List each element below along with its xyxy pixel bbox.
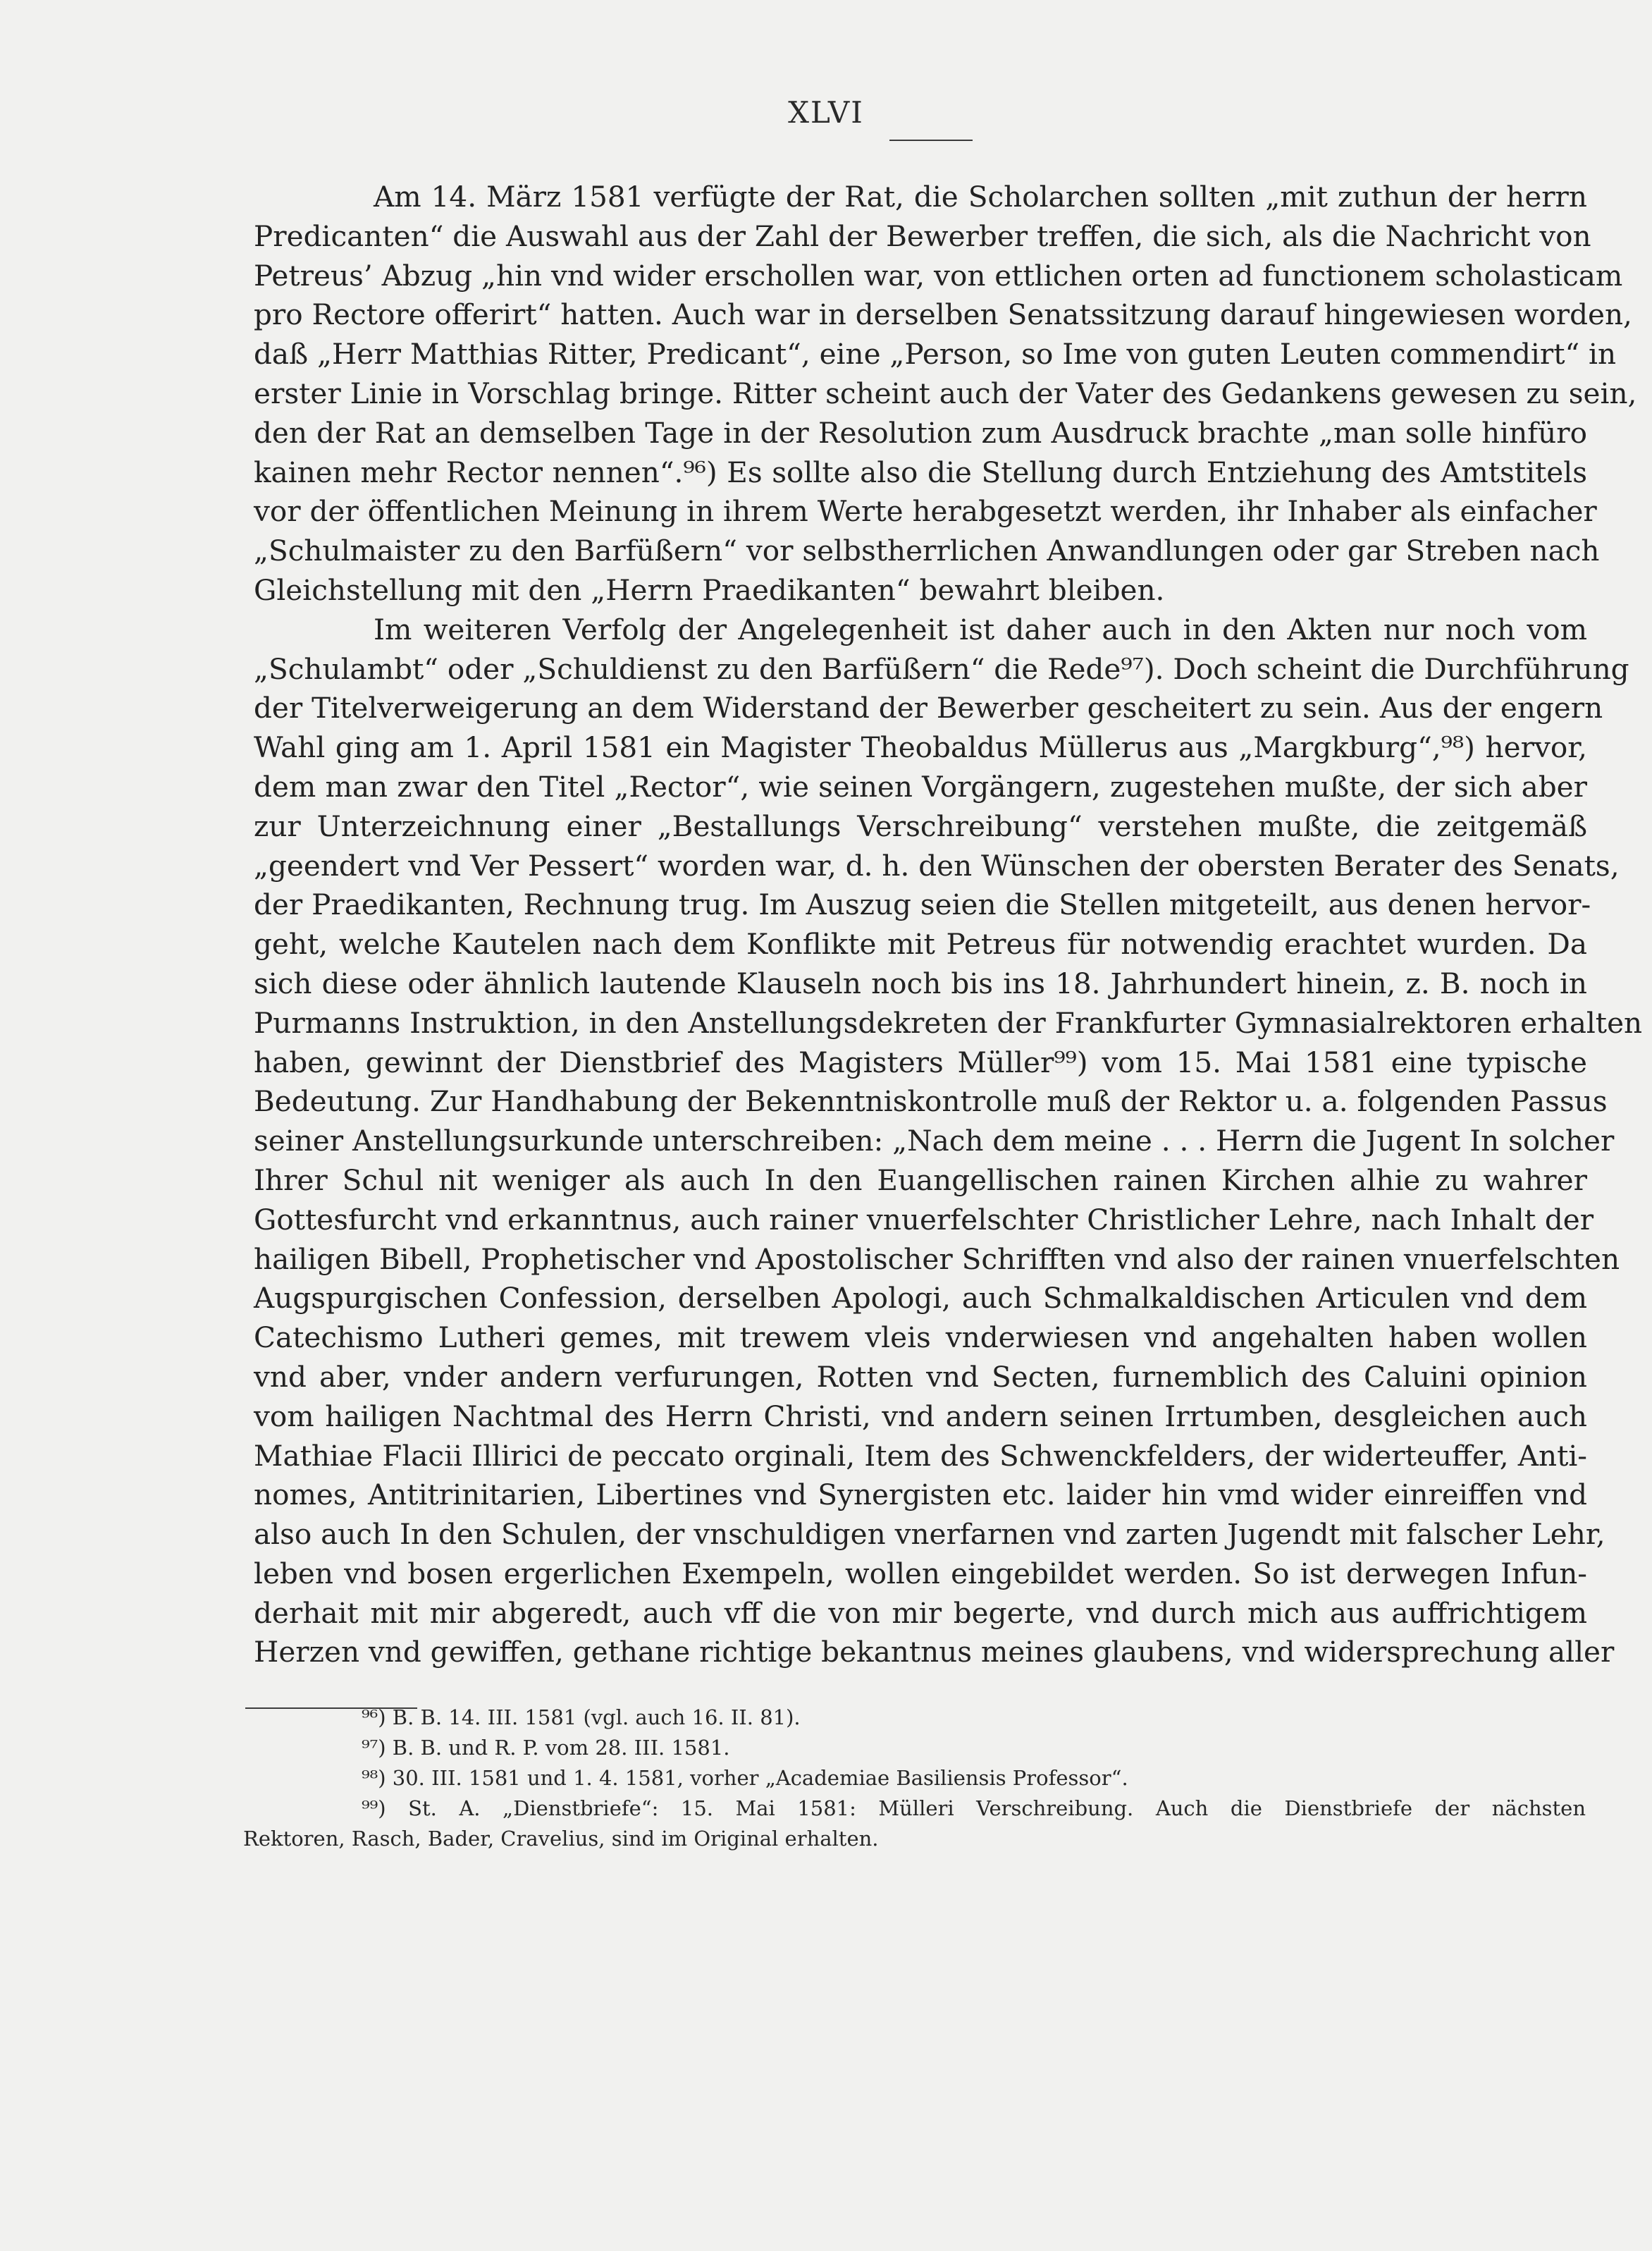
body-line: haben, gewinnt der Dienstbrief des Magisters Müller⁹⁹) vom 15. Mai 1581 eine typische — [254, 1045, 1587, 1079]
body-line: Predicanten“ die Auswahl aus der Zahl der Bewerber treffen, die sich, als die Nachricht von — [254, 219, 1591, 253]
body-line: Ihrer Schul nit weniger als auch In den Euangellischen rainen Kirchen alhie zu wahrer — [254, 1163, 1587, 1197]
body-line: vom hailigen Nachtmal des Herrn Christi, vnd andern seinen Irrtumben, desgleichen auch — [254, 1399, 1587, 1433]
body-line: Im weiteren Verfolg der Angelegenheit ist daher auch in den Akten nur noch vom — [374, 612, 1587, 646]
body-line: erster Linie in Vorschlag bringe. Ritter scheint auch der Vater des Gedankens gewesen zu sein, — [254, 376, 1637, 410]
body-line: Mathiae Flacii Illirici de peccato orginali, Item des Schwenckfelders, der widerteuffer, Anti- — [254, 1438, 1587, 1473]
body-line: Am 14. März 1581 verfügte der Rat, die Scholarchen sollten „mit zuthun der herrn — [374, 180, 1587, 214]
body-line: kainen mehr Rector nennen“.⁹⁶) Es sollte also die Stellung durch Entziehung des Amtstitels — [254, 455, 1587, 489]
page-number-underline — [889, 140, 973, 141]
body-line: Gottesfurcht vnd erkanntnus, auch rainer vnuerfelschter Christlicher Lehre, nach Inhalt der — [254, 1202, 1594, 1237]
body-line: Petreus’ Abzug „hin vnd wider erschollen war, von ettlichen orten ad functionem scholasticam — [254, 258, 1623, 293]
body-line: vnd aber, vnder andern verfurungen, Rotten vnd Secten, furnemblich des Caluini opinion — [254, 1359, 1587, 1394]
body-line: Catechismo Lutheri gemes, mit trewem vleis vnderwiesen vnd angehalten haben wollen — [254, 1320, 1587, 1355]
body-line: seiner Anstellungsurkunde unterschreiben: „Nach dem meine . . . Herrn die Jugent In solcher — [254, 1124, 1615, 1158]
footnote-97: ⁹⁷) B. B. und R. P. vom 28. III. 1581. — [362, 1736, 730, 1760]
body-line: daß „Herr Matthias Ritter, Predicant“, eine „Person, so Ime von guten Leuten commendirt“ in — [254, 337, 1617, 372]
body-line: Herzen vnd gewiffen, gethane richtige bekantnus meines glaubens, vnd widersprechung aller — [254, 1635, 1615, 1669]
footnote-98: ⁹⁸) 30. III. 1581 und 1. 4. 1581, vorher „Academiae Basiliensis Professor“. — [362, 1766, 1128, 1790]
body-line: Purmanns Instruktion, in den Anstellungsdekreten der Frankfurter Gymnasialrektoren erhalten — [254, 1005, 1643, 1040]
body-line: Gleichstellung mit den „Herrn Praedikanten“ bewahrt bleiben. — [254, 572, 1165, 607]
body-text — [254, 178, 1643, 1672]
footnote-99: ⁹⁹) St. A. „Dienstbriefe“: 15. Mai 1581: Mülleri Verschreibung. Auch die Dienstbriefe der nächsten — [362, 1796, 1586, 1820]
body-line: dem man zwar den Titel „Rector“, wie seinen Vorgängern, zugestehen mußte, der sich aber — [254, 769, 1587, 804]
body-line: Bedeutung. Zur Handhabung der Bekenntniskontrolle muß der Rektor u. a. folgenden Passus — [254, 1084, 1608, 1119]
body-line: Wahl ging am 1. April 1581 ein Magister Theobaldus Müllerus aus „Margkburg“,⁹⁸) hervor, — [254, 730, 1587, 765]
body-line: der Praedikanten, Rechnung trug. Im Auszug seien die Stellen mitgeteilt, aus denen hervor- — [254, 888, 1591, 922]
body-line: sich diese oder ähnlich lautende Klauseln noch bis ins 18. Jahrhundert hinein, z. B. noch in — [254, 966, 1587, 1000]
body-line: „Schulmaister zu den Barfüßern“ vor selbstherrlichen Anwandlungen oder gar Streben nach — [254, 534, 1600, 568]
body-line: pro Rectore offerirt“ hatten. Auch war in derselben Senatssitzung darauf hingewiesen worden, — [254, 298, 1632, 332]
body-line: Augspurgischen Confession, derselben Apologi, auch Schmalkaldischen Articulen vnd dem — [254, 1281, 1587, 1315]
body-line: „Schulambt“ oder „Schuldienst zu den Barfüßern“ die Rede⁹⁷). Doch scheint die Durchführung — [254, 651, 1629, 686]
footnote-99-continuation: Rektoren, Rasch, Bader, Cravelius, sind im Original erhalten. — [243, 1827, 879, 1851]
body-line: den der Rat an demselben Tage in der Resolution zum Ausdruck brachte „man solle hinfüro — [254, 415, 1587, 450]
footnotes — [243, 1703, 1586, 1854]
footnote-96: ⁹⁶) B. B. 14. III. 1581 (vgl. auch 16. II. 81). — [362, 1705, 801, 1729]
body-line: also auch In den Schulen, der vnschuldigen vnerfarnen vnd zarten Jugendt mit falscher Lehr, — [254, 1517, 1605, 1552]
body-line: hailigen Bibell, Prophetischer vnd Apostolischer Schrifften vnd also der rainen vnuerfelschten — [254, 1241, 1620, 1276]
body-line: geht, welche Kautelen nach dem Konflikte mit Petreus für notwendig erachtet wurden. Da — [254, 927, 1587, 962]
body-line: zur Unterzeichnung einer „Bestallungs Verschreibung“ verstehen mußte, die zeitgemäß — [254, 809, 1587, 843]
page-number: XLVI — [788, 95, 864, 130]
body-line: „geendert vnd Ver Pessert“ worden war, d. h. den Wünschen der obersten Berater des Senats, — [254, 848, 1620, 883]
body-line: der Titelverweigerung an dem Widerstand der Bewerber gescheitert zu sein. Aus der engern — [254, 691, 1603, 725]
body-line: leben vnd bosen ergerlichen Exempeln, wollen eingebildet werden. So ist derwegen Infun- — [254, 1556, 1587, 1590]
body-line: vor der öffentlichen Meinung in ihrem Werte herabgesetzt werden, ihr Inhaber als einfacher — [254, 494, 1597, 529]
body-line: nomes, Antitrinitarien, Libertines vnd Synergisten etc. laider hin vmd wider einreiffen vnd — [254, 1478, 1587, 1512]
body-line: derhait mit mir abgeredt, auch vff die von mir begerte, vnd durch mich aus auffrichtigem — [254, 1595, 1587, 1630]
